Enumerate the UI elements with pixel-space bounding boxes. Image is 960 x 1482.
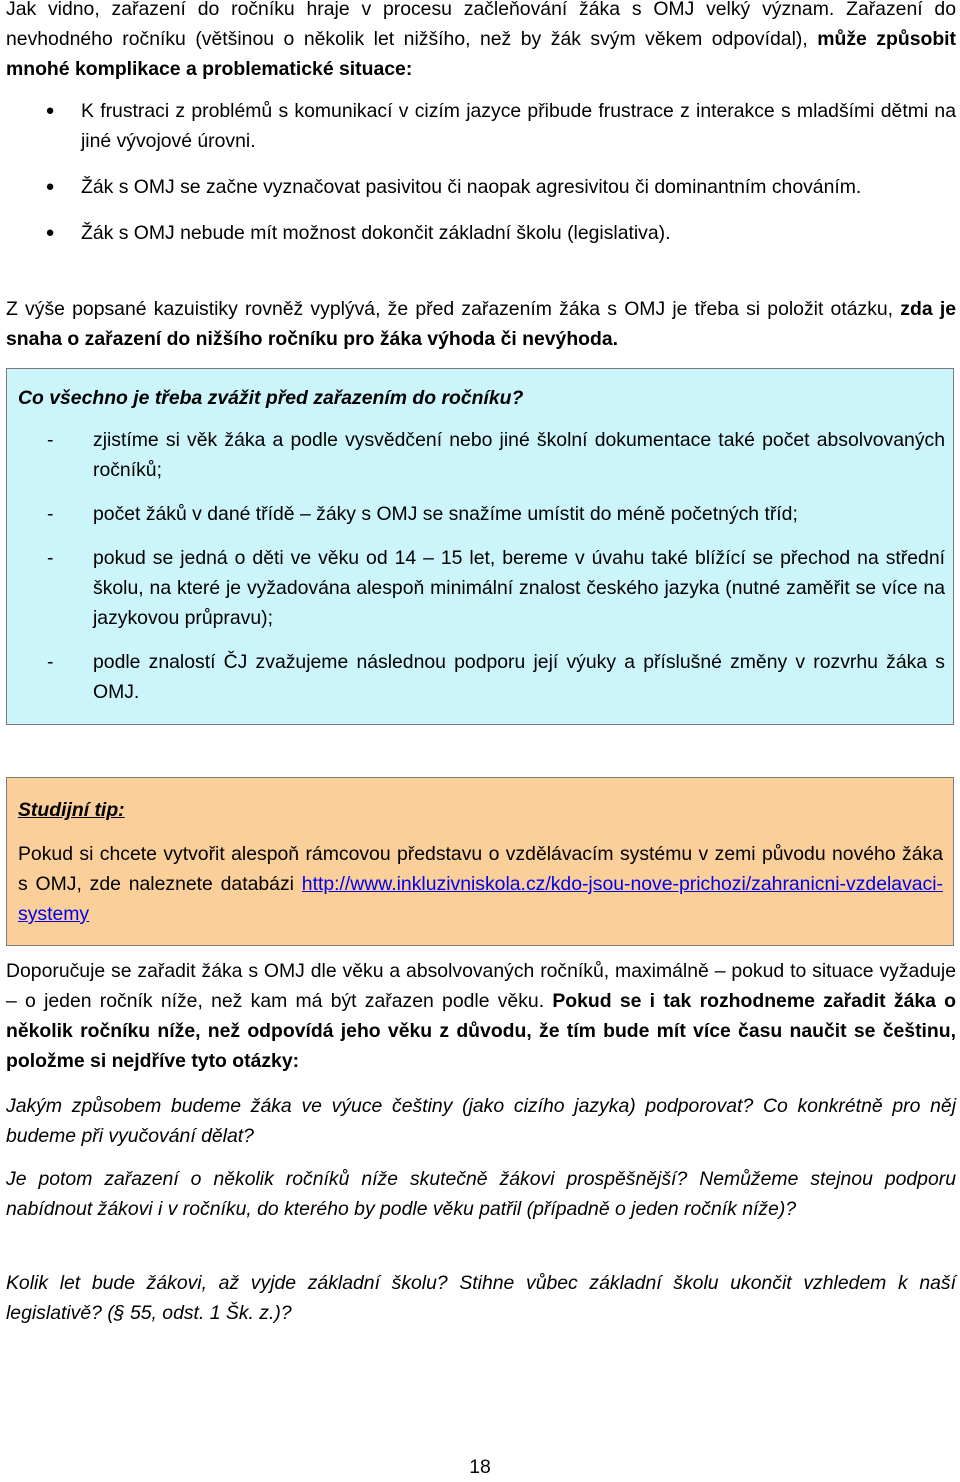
study-tip-body <box>18 839 943 929</box>
bullet-icon: ● <box>45 224 55 241</box>
question-paragraph-2: Je potom zařazení o několik ročníků níže skutečně žákovi prospěšnější? Nemůžeme stejnou podporu nabídnout žákovi i v ročníku, do kterého by podle věku patřil (případně o jeden ročník níže)? <box>6 1168 956 1220</box>
intro-paragraph <box>6 0 956 84</box>
list-item <box>0 172 956 202</box>
list-item <box>0 96 956 156</box>
bullet-icon: ● <box>45 178 55 195</box>
intro-line1: Jak vidno, zařazení do ročníku hraje v procesu začleňování žáka s OMJ velký význam. <box>6 0 835 20</box>
kazuistika-paragraph <box>6 294 956 354</box>
kazuistika-bold: zda je snaha o zařazení do nižšího ročníku pro žáka výhoda či nevýhoda. <box>6 298 956 350</box>
list-item <box>7 425 945 485</box>
checklist-item-text: počet žáků v dané třídě – žáky s OMJ se snažíme umístit do méně početných tříd; <box>93 503 798 525</box>
list-item <box>7 543 945 633</box>
dash-marker: - <box>47 651 54 673</box>
study-tip-title: Studijní tip: <box>18 799 125 821</box>
checklist-heading: Co všechno je třeba zvážit před zařazením do ročníku? <box>18 387 524 409</box>
problems-bullet-list <box>0 96 956 264</box>
database-link[interactable]: http://www.inkluzivniskola.cz/kdo-jsou-nove-prichozi/zahranicni-vzdelavaci-systemy <box>18 873 944 925</box>
question-paragraph-1: Jakým způsobem budeme žáka ve výuce češtiny (jako cizího jazyka) podporovat? Co konkrétně pro něj budeme při vyučování dělat? <box>6 1095 956 1147</box>
recommendation-text: Doporučuje se zařadit žáka s OMJ dle věku a absolvovaných ročníků, maximálně – pokud to situace vyžaduje – o jeden ročník níže, než kam má být zařazen podle věku. <box>6 960 956 1012</box>
intro-line2-bold: může způsobit mnohé komplikace a problematické situace: <box>6 28 957 80</box>
recommendation-bold: Pokud se i tak rozhodneme zařadit žáka o několik ročníku níže, než odpovídá jeho věku z důvodu, že tím bude mít více času naučit se češtinu, položme si nejdříve tyto otázky: <box>6 990 957 1072</box>
recommendation-paragraph <box>6 956 956 1076</box>
question-paragraph-3: Kolik let bude žákovi, až vyjde základní školu? Stihne vůbec základní školu ukončit vzhledem k naší legislativě? (§ 55, odst. 1 Šk. z.)? <box>6 1272 956 1324</box>
checklist-item-text: zjistíme si věk žáka a podle vysvědčení nebo jiné školní dokumentace také počet absolvovaných ročníků; <box>93 429 945 481</box>
bullet-text: K frustraci z problémů s komunikací v cizím jazyce přibude frustrace z interakce s mladšími dětmi na jiné vývojové úrovni. <box>81 100 956 152</box>
dash-marker: - <box>47 429 54 451</box>
page-number: 18 <box>469 1456 491 1478</box>
checklist-item-text: pokud se jedná o děti ve věku od 14 – 15 let, bereme v úvahu také blížící se přechod na střední školu, na které je vyžadována alespoň minimální znalost českého jazyka (nutné zaměřit se více na jazykovou průpravu); <box>93 547 945 629</box>
list-item <box>7 499 945 529</box>
checklist-list <box>7 425 945 721</box>
study-tip-box <box>6 777 954 946</box>
checklist-item-text: podle znalostí ČJ zvažujeme následnou podporu její výuky a příslušné změny v rozvrhu žáka s OMJ. <box>93 651 945 703</box>
bullet-text: Žák s OMJ se začne vyznačovat pasivitou či naopak agresivitou či dominantním chováním. <box>81 176 862 198</box>
dash-marker: - <box>47 547 54 569</box>
bullet-icon: ● <box>45 102 55 119</box>
kazuistika-text: Z výše popsané kazuistiky rovněž vyplývá, že před zařazením žáka s OMJ je třeba si položit otázku, <box>6 298 894 320</box>
list-item <box>0 218 956 248</box>
intro-line2: Zařazení do nevhodného ročníku (většinou o několik let nižšího, než by žák svým věkem odpovídal), <box>6 0 956 50</box>
checklist-box <box>6 368 954 725</box>
study-tip-text: Pokud si chcete vytvořit alespoň rámcovou představu o vzdělávacím systému v zemi původu nového žáka s OMJ, zde naleznete databázi <box>18 843 943 895</box>
bullet-text: Žák s OMJ nebude mít možnost dokončit základní školu (legislativa). <box>81 222 671 244</box>
list-item <box>7 647 945 707</box>
dash-marker: - <box>47 503 54 525</box>
